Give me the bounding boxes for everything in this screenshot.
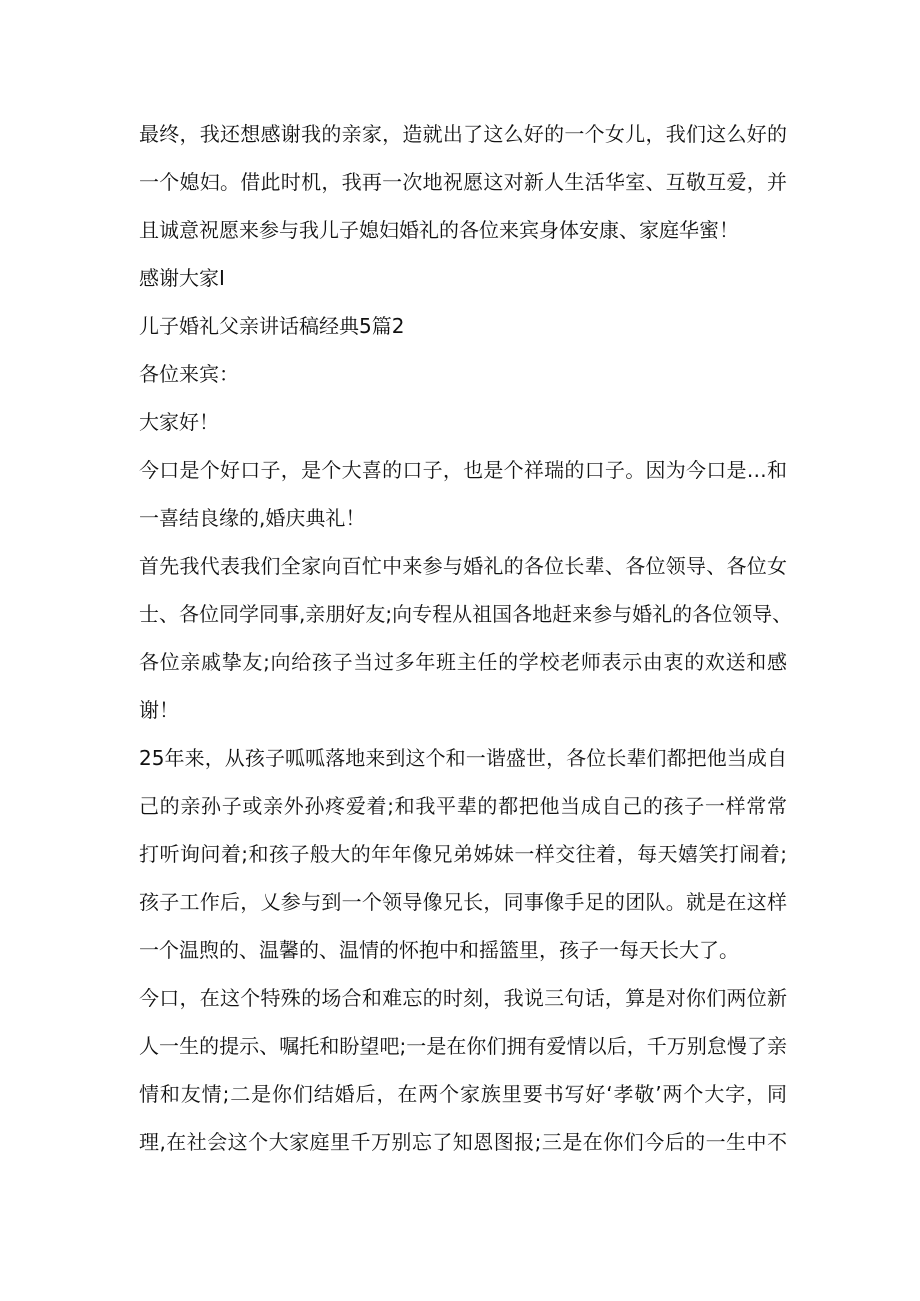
text-line: 各位亲戚挚友;向给孩子当过多年班主任的学校老师表示由衷的欢送和感 bbox=[139, 650, 787, 674]
text-line: 今口，在这个特殊的场合和难忘的时刻，我说三句话，算是对你们两位新 bbox=[139, 986, 787, 1010]
section-heading: 儿子婚礼父亲讲话稿经典5篇2 bbox=[139, 314, 405, 338]
document-body bbox=[139, 110, 793, 1166]
text-line: 感谢大家I bbox=[139, 266, 225, 290]
text-line: 首先我代表我们全家向百忙中来参与婚礼的各位长辈、各位领导、各位女 bbox=[139, 554, 787, 578]
text-line: 今口是个好口子，是个大喜的口子，也是个祥瑞的口子。因为今口是…和 bbox=[139, 458, 787, 482]
text-line: 25年来，从孩子呱呱落地来到这个和一谐盛世，各位长辈们都把他当成自 bbox=[139, 746, 787, 770]
text-line: 己的亲孙子或亲外孙疼爱着;和我平辈的都把他当成自己的孩子一样常常 bbox=[139, 794, 787, 818]
text-line: 打听询问着;和孩子般大的年年像兄弟姊妹一样交往着，每天嬉笑打闹着; bbox=[139, 842, 787, 866]
text-line: 孩子工作后，乂参与到一个领导像兄长，同事像手足的团队。就是在这样 bbox=[139, 890, 787, 914]
text-line: 一个温煦的、温馨的、温情的怀抱中和摇篮里，孩子一每天长大了。 bbox=[139, 938, 739, 962]
text-line: 最终，我还想感谢我的亲家，造就出了这么好的一个女儿，我们这么好的 bbox=[139, 122, 787, 146]
salutation: 各位来宾： bbox=[139, 362, 239, 386]
text-line: 一个媳妇。借此时机，我再一次地祝愿这对新人生活华室、互敬互爱，并 bbox=[139, 170, 787, 194]
text-line: 士、各位同学同事,亲朋好友;向专程从祖国各地赶来参与婚礼的各位领导、 bbox=[139, 602, 793, 626]
text-line: 一喜结良缘的,婚庆典礼！ bbox=[139, 506, 366, 530]
text-line: 且诚意祝愿来参与我儿子媳妇婚礼的各位来宾身体安康、家庭华蜜！ bbox=[139, 218, 739, 242]
greeting: 大家好！ bbox=[139, 410, 219, 434]
text-line: 人一生的提示、嘱托和盼望吧;一是在你们拥有爱情以后，千万别怠慢了亲 bbox=[139, 1034, 787, 1058]
text-line: 谢！ bbox=[139, 698, 179, 722]
text-line: 情和友情;二是你们结婚后，在两个家族里要书写好‘孝敬’两个大字，同 bbox=[139, 1082, 787, 1106]
text-line: 理,在社会这个大家庭里千万别忘了知恩图报;三是在你们今后的一生中不 bbox=[139, 1130, 787, 1154]
